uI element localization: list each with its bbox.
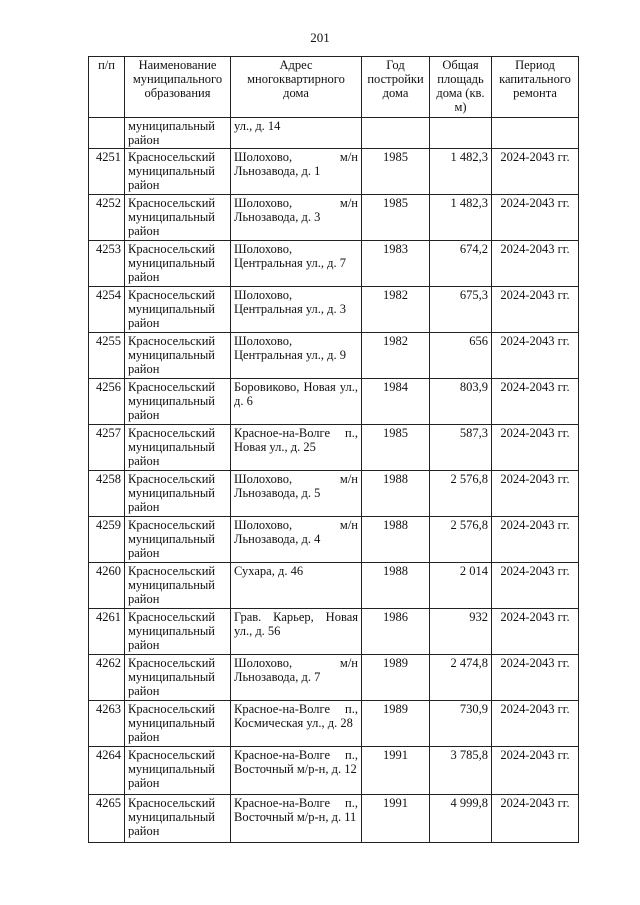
cell-period: 2024-2043 гг.: [492, 609, 579, 655]
cell-num: 4251: [89, 149, 125, 195]
cell-period: 2024-2043 гг.: [492, 701, 579, 747]
table-row: [89, 149, 579, 195]
cell-period: [492, 118, 579, 149]
table-row: [89, 425, 579, 471]
cell-address: Боровиково, Новая ул., д. 6: [231, 379, 362, 425]
cell-year: 1988: [362, 471, 430, 517]
cell-address: ул., д. 14: [231, 118, 362, 149]
cell-period: 2024-2043 гг.: [492, 747, 579, 795]
table-body: [89, 118, 579, 843]
cell-municipality: Красносельский муниципальный район: [125, 471, 231, 517]
cell-address: Шолохово, м/н Льнозавода, д. 1: [231, 149, 362, 195]
cell-municipality: Красносельский муниципальный район: [125, 517, 231, 563]
cell-year: 1985: [362, 195, 430, 241]
cell-address: Шолохово, м/н Льнозавода, д. 4: [231, 517, 362, 563]
cell-period: 2024-2043 гг.: [492, 563, 579, 609]
cell-num: 4260: [89, 563, 125, 609]
table-row: [89, 517, 579, 563]
cell-address: Шолохово, Центральная ул., д. 7: [231, 241, 362, 287]
cell-period: 2024-2043 гг.: [492, 795, 579, 843]
cell-period: 2024-2043 гг.: [492, 425, 579, 471]
cell-area: 2 014: [430, 563, 492, 609]
cell-num: 4254: [89, 287, 125, 333]
table-row: [89, 563, 579, 609]
cell-num: 4259: [89, 517, 125, 563]
cell-year: 1988: [362, 563, 430, 609]
cell-area: 4 999,8: [430, 795, 492, 843]
cell-num: [89, 118, 125, 149]
cell-period: 2024-2043 гг.: [492, 195, 579, 241]
header-address: Адрес многоквартирного дома: [231, 57, 362, 118]
cell-area: 2 576,8: [430, 517, 492, 563]
header-municipality: Наименование муниципального образования: [125, 57, 231, 118]
cell-num: 4253: [89, 241, 125, 287]
cell-municipality: муниципальный район: [125, 118, 231, 149]
cell-year: 1982: [362, 287, 430, 333]
cell-area: 803,9: [430, 379, 492, 425]
table-row: [89, 241, 579, 287]
table-row: [89, 379, 579, 425]
cell-year: 1989: [362, 701, 430, 747]
cell-area: 730,9: [430, 701, 492, 747]
cell-year: 1985: [362, 425, 430, 471]
cell-address: Сухара, д. 46: [231, 563, 362, 609]
table-row: [89, 195, 579, 241]
table-row: [89, 655, 579, 701]
cell-area: 2 576,8: [430, 471, 492, 517]
cell-area: 675,3: [430, 287, 492, 333]
cell-area: 1 482,3: [430, 149, 492, 195]
cell-municipality: Красносельский муниципальный район: [125, 563, 231, 609]
cell-municipality: Красносельский муниципальный район: [125, 655, 231, 701]
cell-municipality: Красносельский муниципальный район: [125, 287, 231, 333]
cell-municipality: Красносельский муниципальный район: [125, 241, 231, 287]
cell-period: 2024-2043 гг.: [492, 517, 579, 563]
cell-num: 4258: [89, 471, 125, 517]
cell-num: 4265: [89, 795, 125, 843]
cell-area: 674,2: [430, 241, 492, 287]
cell-address: Шолохово, Центральная ул., д. 3: [231, 287, 362, 333]
cell-area: 656: [430, 333, 492, 379]
cell-municipality: Красносельский муниципальный район: [125, 609, 231, 655]
cell-period: 2024-2043 гг.: [492, 241, 579, 287]
cell-address: Шолохово, Центральная ул., д. 9: [231, 333, 362, 379]
cell-area: 587,3: [430, 425, 492, 471]
cell-address: Красное-на-Волге п., Восточный м/р-н, д. 11: [231, 795, 362, 843]
cell-municipality: Красносельский муниципальный район: [125, 795, 231, 843]
cell-area: [430, 118, 492, 149]
header-row: [89, 57, 579, 118]
cell-year: 1988: [362, 517, 430, 563]
cell-municipality: Красносельский муниципальный район: [125, 701, 231, 747]
cell-num: 4256: [89, 379, 125, 425]
header-area: Общая площадь дома (кв. м): [430, 57, 492, 118]
cell-period: 2024-2043 гг.: [492, 149, 579, 195]
cell-period: 2024-2043 гг.: [492, 471, 579, 517]
cell-address: Красное-на-Волге п., Космическая ул., д. 28: [231, 701, 362, 747]
table-row: [89, 747, 579, 795]
cell-address: Шолохово, м/н Льнозавода, д. 7: [231, 655, 362, 701]
cell-num: 4252: [89, 195, 125, 241]
cell-municipality: Красносельский муниципальный район: [125, 747, 231, 795]
cell-address: Красное-на-Волге п., Новая ул., д. 25: [231, 425, 362, 471]
cell-municipality: Красносельский муниципальный район: [125, 149, 231, 195]
cell-year: 1989: [362, 655, 430, 701]
table-row: [89, 471, 579, 517]
table-row: [89, 701, 579, 747]
cell-area: 932: [430, 609, 492, 655]
cell-year: 1991: [362, 795, 430, 843]
cell-num: 4263: [89, 701, 125, 747]
cell-area: 2 474,8: [430, 655, 492, 701]
cell-year: [362, 118, 430, 149]
table-row: [89, 795, 579, 843]
table-row: [89, 609, 579, 655]
page-number: 201: [310, 30, 330, 45]
header-num: п/п: [89, 57, 125, 118]
cell-address: Красное-на-Волге п., Восточный м/р-н, д. 12: [231, 747, 362, 795]
cell-year: 1985: [362, 149, 430, 195]
cell-area: 3 785,8: [430, 747, 492, 795]
continuation-row: [89, 118, 579, 149]
cell-address: Шолохово, м/н Льнозавода, д. 5: [231, 471, 362, 517]
cell-municipality: Красносельский муниципальный район: [125, 425, 231, 471]
cell-year: 1983: [362, 241, 430, 287]
housing-registry-table: [88, 56, 579, 843]
cell-address: Грав. Карьер, Новая ул., д. 56: [231, 609, 362, 655]
cell-period: 2024-2043 гг.: [492, 379, 579, 425]
cell-address: Шолохово, м/н Льнозавода, д. 3: [231, 195, 362, 241]
header-period: Период капитального ремонта: [492, 57, 579, 118]
cell-num: 4255: [89, 333, 125, 379]
cell-period: 2024-2043 гг.: [492, 655, 579, 701]
table-header: [89, 57, 579, 118]
cell-municipality: Красносельский муниципальный район: [125, 333, 231, 379]
table-row: [89, 333, 579, 379]
table-row: [89, 287, 579, 333]
cell-area: 1 482,3: [430, 195, 492, 241]
cell-municipality: Красносельский муниципальный район: [125, 195, 231, 241]
cell-municipality: Красносельский муниципальный район: [125, 379, 231, 425]
cell-year: 1984: [362, 379, 430, 425]
cell-year: 1982: [362, 333, 430, 379]
cell-num: 4257: [89, 425, 125, 471]
header-year: Год постройки дома: [362, 57, 430, 118]
cell-period: 2024-2043 гг.: [492, 333, 579, 379]
cell-num: 4261: [89, 609, 125, 655]
cell-period: 2024-2043 гг.: [492, 287, 579, 333]
cell-num: 4264: [89, 747, 125, 795]
cell-year: 1986: [362, 609, 430, 655]
cell-year: 1991: [362, 747, 430, 795]
cell-num: 4262: [89, 655, 125, 701]
